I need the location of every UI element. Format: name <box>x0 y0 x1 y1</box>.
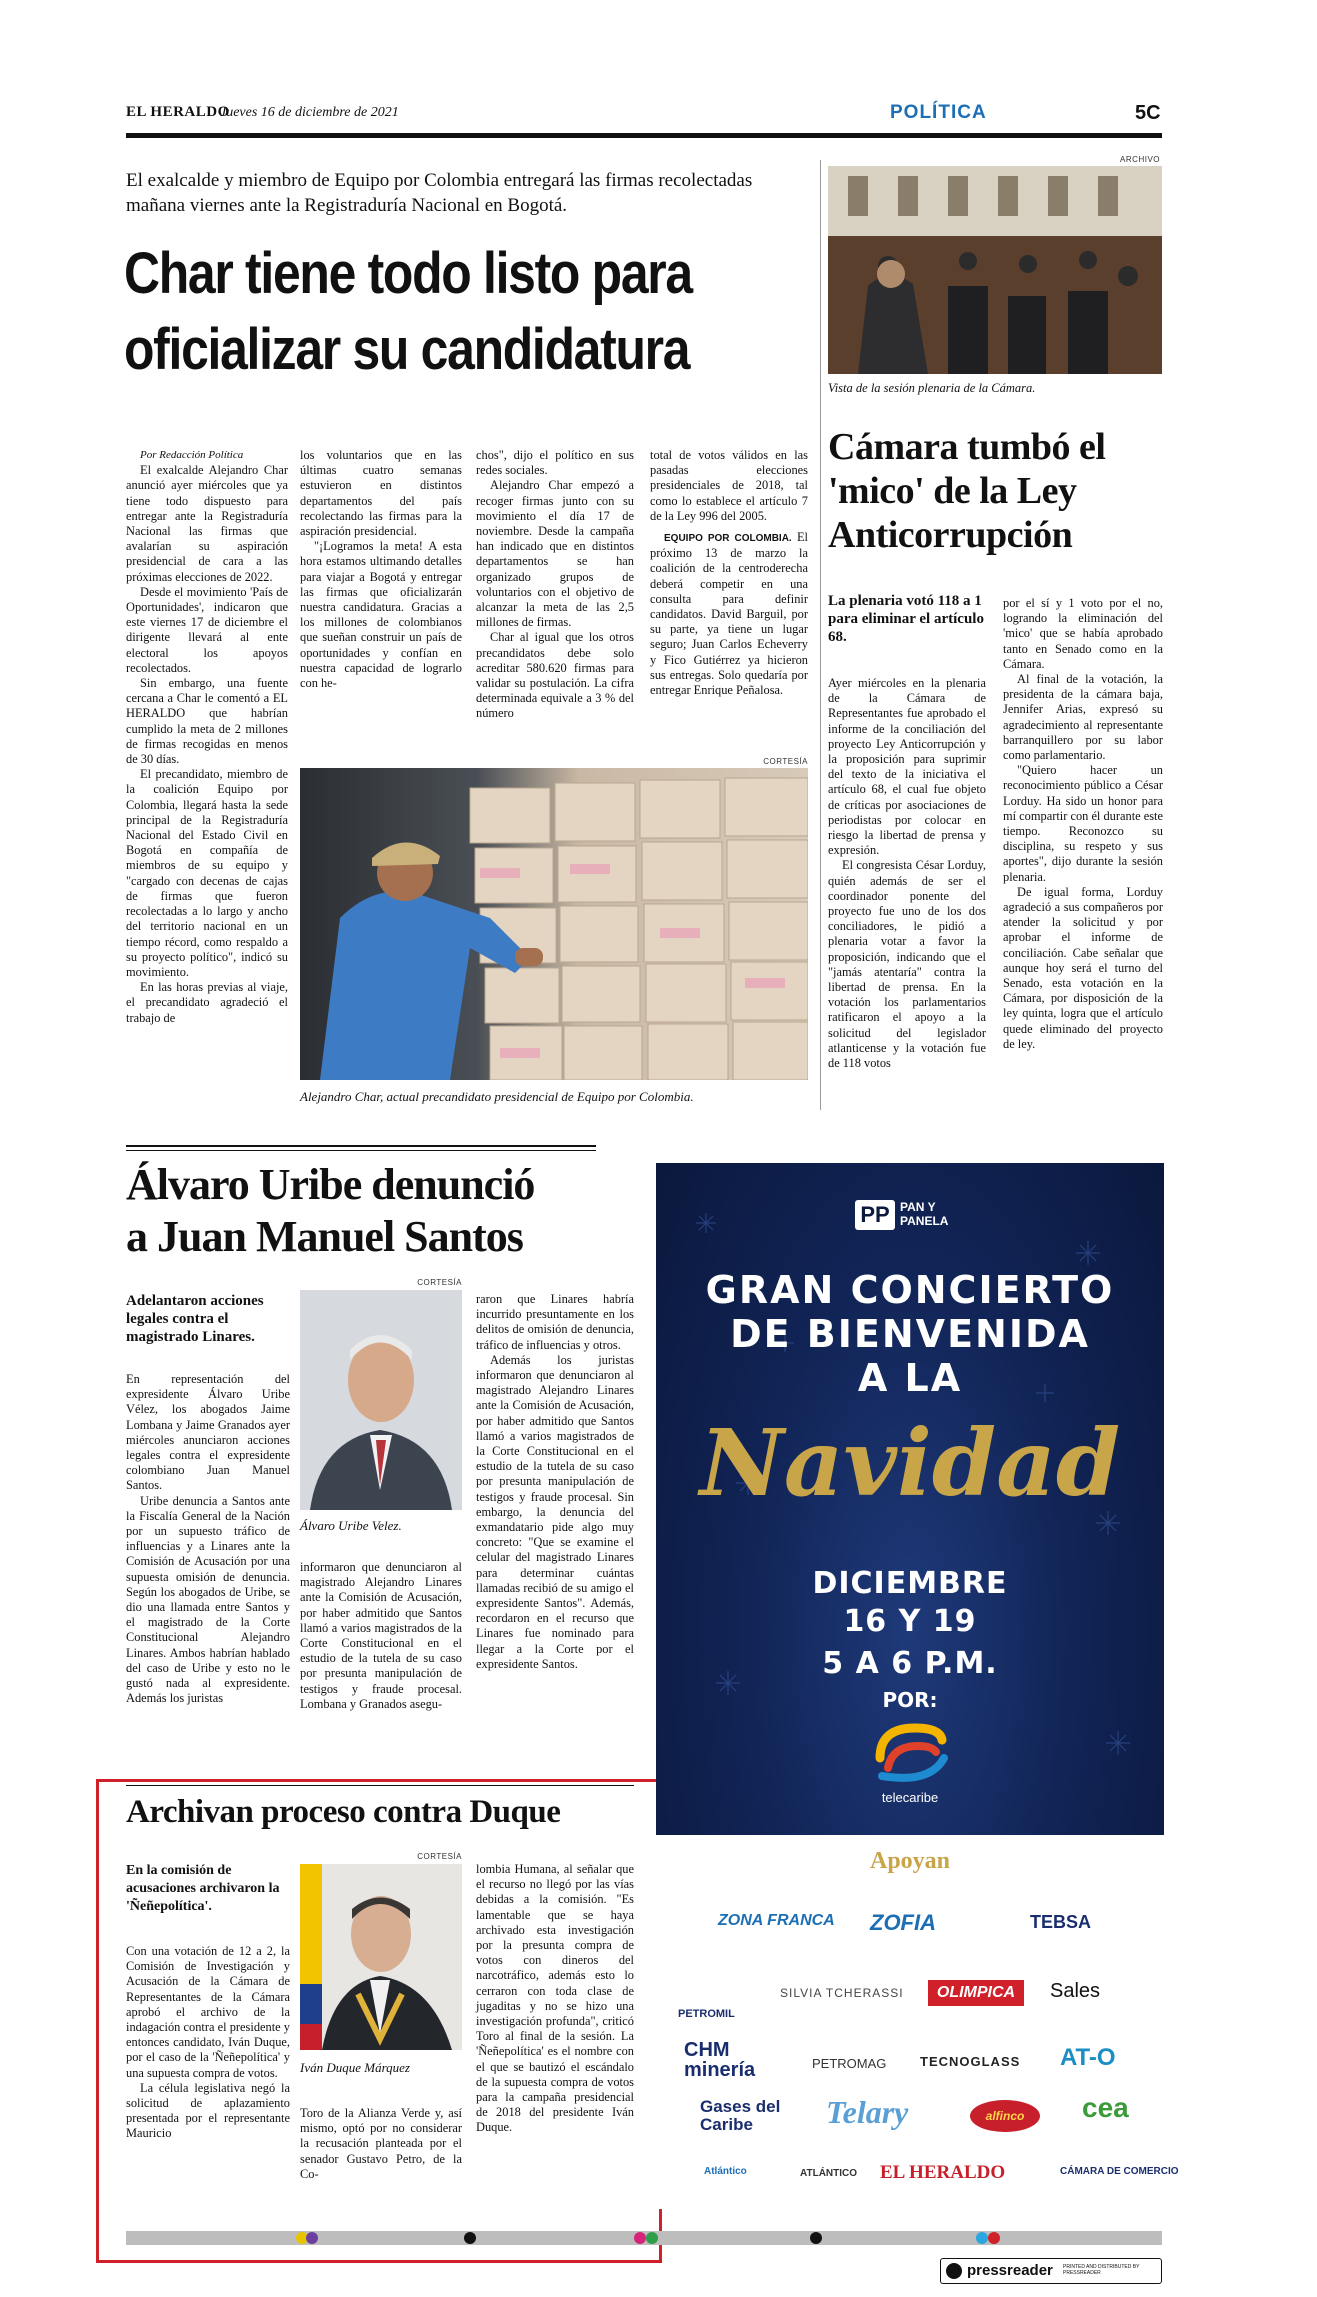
sponsor-zofia: ZOFIA <box>870 1910 936 1935</box>
duque-top-rule <box>126 1785 634 1786</box>
side-photo <box>828 166 1162 374</box>
ad-headline-line3: A LA <box>857 1356 963 1400</box>
ad-headline-line2: DE BIENVENIDA <box>730 1312 1090 1356</box>
paragraph: raron que Linares habría incurrido presuntamente en los delitos de omisión de denuncia, tráfico de influencias y otros. <box>476 1292 634 1352</box>
main-photo-caption: Alejandro Char, actual precandidato presidencial de Equipo por Colombia. <box>300 1089 694 1104</box>
duque-photo <box>300 1864 462 2050</box>
portrait-illustration <box>300 1864 462 2050</box>
register-mark <box>988 2232 1000 2244</box>
portrait-illustration <box>300 1290 462 1510</box>
side-column-1 <box>828 676 986 1071</box>
section-divider <box>126 1145 596 1147</box>
sponsor-tecnoglass: TECNOGLASS <box>920 2054 1021 2069</box>
side-photo-credit: ARCHIVO <box>1120 155 1160 164</box>
pp-logo-icon: PP <box>855 1200 895 1230</box>
uribe-photo-caption: Álvaro Uribe Velez. <box>300 1518 402 1533</box>
paragraph: los voluntarios que en las últimas cuatro semanas estuvieron en distintos departamentos del país recolectando las firmas para la aspiración presidencial. <box>300 448 462 539</box>
uribe-photo-credit: CORTESÍA <box>417 1278 462 1287</box>
duque-column-2 <box>300 2106 462 2182</box>
main-column-1 <box>126 448 288 1026</box>
subhead-text: El próximo 13 de marzo la coalición de la centroderecha deberá competir en una consulta para definir candidatos. David Barguil, por su parte, ya tiene un lugar seguro; Juan Carlos Echeverry y Fico Gutiérrez ya hicieron sus entregas. Solo quedaría por entregar Enrique Peñalosa. <box>650 530 808 698</box>
sponsor-panel <box>656 1835 1164 2209</box>
duque-column-1 <box>126 1944 290 2142</box>
ad-navidad-script: Navidad <box>699 1409 1121 1517</box>
uribe-column-2 <box>300 1560 462 1712</box>
duque-photo-caption: Iván Duque Márquez <box>300 2060 410 2075</box>
boxes-illustration <box>300 768 808 1080</box>
main-headline-line2: oficializar su candidatura <box>124 317 690 382</box>
sponsor-gases-del-caribe: Gases del Caribe <box>700 2097 781 2134</box>
paragraph: "¡Logramos la meta! A esta hora estamos ultimando detalles para viajar a Bogotá y entregar las firmas que oficializarán nuestra candidatura. Gracias a los millones de colombianos que sueñan construir un país de oportunidades y confían en nuestra capacidad de lograrlo con he- <box>300 539 462 691</box>
sponsor-tebsa: TEBSA <box>1030 1912 1092 1932</box>
side-photo-caption: Vista de la sesión plenaria de la Cámara. <box>828 381 1036 395</box>
register-mark <box>646 2232 658 2244</box>
register-mark <box>464 2232 476 2244</box>
masthead-paper: EL HERALDO <box>126 104 230 120</box>
paragraph: Al final de la votación, la presidenta de la cámara baja, Jennifer Arias, expresó su agradecimiento al representante barranquillero por su labor como parlamentario. <box>1003 672 1163 763</box>
telecaribe-logo-icon <box>860 1718 960 1788</box>
uribe-column-3 <box>476 1292 634 1672</box>
main-headline-line1: Char tiene todo listo para <box>124 241 692 306</box>
paragraph: En las horas previas al viaje, el precandidato agradeció el trabajo de <box>126 980 288 1025</box>
section-divider <box>126 1150 596 1151</box>
sponsor-silvia-tcherassi: SILVIA TCHERASSI <box>780 1986 904 2000</box>
main-column-3 <box>476 448 634 722</box>
sponsor-telary: Telary <box>826 2094 909 2130</box>
side-headline-line1: Cámara tumbó el <box>828 426 1106 468</box>
subhead: EQUIPO POR COLOMBIA. <box>664 533 792 545</box>
paragraph: chos", dijo el político en sus redes sociales. <box>476 448 634 478</box>
pressreader-wordmark: pressreader <box>967 2262 1053 2279</box>
paragraph: Con una votación de 12 a 2, la Comisión de Investigación y Acusación de la Cámara de Representantes de la Cámara aprobó el archivo de la indagación contra el presidente y entonces candidato, Iván Duque, por el caso de la 'Ñeñepolítica' y una supuesta compra de votos. <box>126 1944 290 2080</box>
telecaribe-wordmark: telecaribe <box>881 1790 939 1805</box>
main-kicker: El exalcalde y miembro de Equipo por Colombia entregará las firmas recolectadas mañana viernes ante la Registraduría Nacional en Bogotá. <box>126 170 753 216</box>
side-headline-line2: 'mico' de la Ley <box>828 470 1077 512</box>
duque-column-3 <box>476 1862 634 2136</box>
header-rule <box>126 133 1162 138</box>
side-column-2 <box>1003 596 1163 1052</box>
main-column-2 <box>300 448 462 691</box>
paragraph: El precandidato, miembro de la coalición Equipo por Colombia, llegará hasta la sede principal de la Registraduría Nacional del Estado Civil en Bogotá en compañía de miembros de su equipo y "cargado con decenas de cajas de firmas que fueron recolectadas a lo largo y ancho del territorio nacional en un tiempo récord, como respaldo a su proyecto político", indicó su movimiento. <box>126 767 288 979</box>
main-column-4 <box>650 448 808 698</box>
register-mark <box>976 2232 988 2244</box>
paragraph: El congresista César Lorduy, quién además de ser el coordinador ponente del proyecto fue uno de los dos conciliadores, le pidió a plenaria votar a favor la proposición, indicando que el "jamás atentaría" contra la libertad de prensa. En la votación los parlamentarios ratificaron el apoyo a la solicitud del legislador atlanticense y la votación fue de 118 votos <box>828 858 986 1071</box>
brand-name-line2: PANELA <box>900 1214 949 1228</box>
paragraph: total de votos válidos en las pasadas elecciones presidenciales de 2018, tal como lo establece el artículo 7 de la Ley 996 del 2005. <box>650 448 808 523</box>
main-photo-credit: CORTESÍA <box>763 757 808 766</box>
ad-date-line1: DICIEMBRE <box>812 1566 1008 1601</box>
paragraph: informaron que denunciaron al magistrado Alejandro Linares ante la Comisión de Acusación, por haber admitido que Santos llamó a varios magistrados de la Corte Constitucional en el estudio de la tutela de su caso por presunta manipulación de testigos y fraude procesal. Lombana y Granados asegu- <box>300 1560 462 1711</box>
ad-headline-line1: GRAN CONCIERTO <box>705 1268 1115 1312</box>
uribe-headline-line1: Álvaro Uribe denunció <box>126 1160 535 1209</box>
page-number: 5C <box>1135 102 1161 124</box>
paragraph: El exalcalde Alejandro Char anunció ayer miércoles que ya tiene todo dispuesto para entregar ante la Registraduría Nacional las firmas que avalarían su aspiración presidencial de cara a las próximas elecciones de 2022. <box>126 463 288 584</box>
paragraph: Desde el movimiento 'País de Oportunidades', indicaron que este viernes 17 de diciembre el dirigente llevará al ente electoral los apoyos recolectados. <box>126 584 288 675</box>
masthead-date: Jueves 16 de diciembre de 2021 <box>220 105 399 120</box>
uribe-lead: Adelantaron acciones legales contra el magistrado Linares. <box>126 1293 264 1345</box>
sponsor-atlantico-region: Atlántico <box>704 2166 747 2177</box>
paragraph: lombia Humana, al señalar que el recurso no llegó por las vías debidas a la comisión. "Es lamentable que se haya archivado esta investigación por la presunta compra de votos con dineros del narcotráfico, además esto lo cerraron con toda clase de jugaditas y no se hizo una investigación profunda", criticó Toro al final de la sesión. La 'Ñeñepolítica' es el nombre con el que se bautizó el escándalo de la supuesta compra de votos para la campaña presidencial de 2018 del presidente Iván Duque. <box>476 1862 634 2135</box>
sponsor-sales: Sales <box>1050 1980 1101 2002</box>
paragraph: Toro de la Alianza Verde y, así mismo, optó por no considerar la recusación planteada por el senador Gustavo Petro, de la Co- <box>300 2106 462 2181</box>
side-lead: La plenaria votó 118 a 1 para eliminar el artículo 68. <box>828 593 984 645</box>
sponsor-olimpica: OLIMPICA <box>928 1980 1024 2006</box>
paragraph: Alejandro Char empezó a recoger firmas junto con su movimiento el día 17 de noviembre. Desde la campaña han indicado que en distintos departamentos se han organizado grupos de voluntarios con el objetivo de alcanzar la meta de las 2,5 millones de firmas. <box>476 478 634 630</box>
pressreader-fineprint: PRINTED AND DISTRIBUTED BY PRESSREADER <box>1063 2264 1140 2276</box>
paragraph: "Quiero hacer un reconocimiento público a César Lorduy. Ha sido un honor para mí compartir con él durante este tiempo. Reconozco su disciplina, su respeto y sus aportes", dijo durante la sesión plenaria. <box>1003 763 1163 884</box>
duque-lead: En la comisión de acusaciones archivaron la 'Ñeñepolítica'. <box>126 1863 280 1914</box>
sponsor-camara-comercio: CÁMARA DE COMERCIO <box>1060 2166 1179 2177</box>
main-byline: Por Redacción Política <box>140 449 244 461</box>
sponsor-ato: AT-O <box>1060 2044 1116 2071</box>
paragraph: Además los juristas informaron que denunciaron al magistrado Alejandro Linares ante la Comisión de Acusación, por haber admitido que Santos llamó a varios magistrados de la Corte Constitucional en el estudio de la tutela de su caso por presunta manipulación de testigos y fraude procesal. Sin embargo, la denuncia del exmandatario pide algo muy concreto: "Que se examine el celular del magistrado Linares para determinar cuántas llamadas recibió de su amigo el expresidente Santos". Además, recordaron en el recurso que Linares fue nominado para llegar a la Corte por el expresidente Santos. <box>476 1352 634 1671</box>
paragraph: por el sí y 1 voto por el no, logrando la eliminación del 'mico' que se había aprobado tanto en Senado como en la Cámara. <box>1003 596 1163 671</box>
main-photo <box>300 768 808 1080</box>
paragraph: Ayer miércoles en la plenaria de la Cámara de Representantes fue aprobado el informe de la conciliación del proyecto Ley Anticorrupción y la proposición para suprimir del texto de la iniciativa el artículo 68, el cual fue objeto de críticas por asociaciones de periodistas por colocar en riesgo la libertad de prensa y expresión. <box>828 676 986 858</box>
chamber-illustration <box>828 166 1162 374</box>
sponsor-el-heraldo: EL HERALDO <box>880 2162 1006 2183</box>
paragraph: De igual forma, Lorduy agradeció a sus compañeros por atender la solicitud y por aprobar el informe de conciliación. Cabe señalar que aunque hoy será el turno del Senado, esta votación en la Cámara, por disposición de la ley quinta, logra que el artículo quede eliminado del proyecto de ley. <box>1003 884 1163 1051</box>
register-mark <box>810 2232 822 2244</box>
brand-name-line1: PAN Y <box>900 1200 936 1214</box>
sponsor-cea: cea <box>1082 2092 1129 2123</box>
paragraph <box>650 530 808 698</box>
register-mark <box>306 2232 318 2244</box>
sponsor-zona-franca: ZONA FRANCA <box>718 1912 835 1929</box>
paragraph: Char al igual que los otros precandidatos debe solo acreditar 580.620 firmas para validar su postulación. La cifra determinada equivale a 3 % del número <box>476 630 634 721</box>
paragraph: Uribe denuncia a Santos ante la Fiscalía General de la Nación por un supuesto tráfico de influencias y a Linares ante la Comisión de Acusación por una supuesta omisión de denuncia. Según los abogados de Uribe, se dio una llamada entre Santos y el magistrado de la Corte Constitucional Alejandro Linares. Ambos habrían hablado del caso de Uribe y esto no le gustó nada al expresidente. Además los juristas <box>126 1493 290 1706</box>
uribe-photo <box>300 1290 462 1510</box>
duque-photo-credit: CORTESÍA <box>417 1852 462 1861</box>
paragraph: Sin embargo, una fuente cercana a Char le comentó a EL HERALDO que habrían cumplido la meta de 2 millones de firmas recogidas en menos de 30 días. <box>126 676 288 767</box>
pressreader-badge[interactable] <box>940 2258 1162 2284</box>
ad-time: 5 A 6 P.M. <box>822 1646 998 1681</box>
duque-headline: Archivan proceso contra Duque <box>126 1794 561 1830</box>
sponsor-petromag: PETROMAG <box>812 2056 887 2071</box>
pressreader-icon <box>946 2263 962 2279</box>
uribe-column-1 <box>126 1372 290 1706</box>
sponsor-alfinco: alfinco <box>970 2100 1040 2132</box>
column-divider <box>820 160 821 1110</box>
sponsor-gobernacion-atlantico: ATLÁNTICO <box>800 2168 858 2179</box>
ad-supports-label: Apoyan <box>869 1848 951 1874</box>
sponsor-chm-mineria: CHM minería <box>684 2039 756 2081</box>
paragraph: En representación del expresidente Álvaro Uribe Vélez, los abogados Jaime Lombana y Jaime Granados ayer miércoles anunciaron acciones legales contra el expresidente colombiano Juan Manuel Santos. <box>126 1372 290 1493</box>
side-headline-line3: Anticorrupción <box>828 514 1073 556</box>
paragraph: La célula legislativa negó la solicitud de aplazamiento presentada por el representante Mauricio <box>126 2080 290 2141</box>
ad-por: POR: <box>882 1688 938 1712</box>
ad-date-line2: 16 Y 19 <box>843 1604 977 1639</box>
sponsor-petromil: PETROMIL <box>678 2008 735 2020</box>
register-mark <box>634 2232 646 2244</box>
uribe-headline-line2: a Juan Manuel Santos <box>126 1212 523 1261</box>
section-label: POLÍTICA <box>890 102 987 123</box>
